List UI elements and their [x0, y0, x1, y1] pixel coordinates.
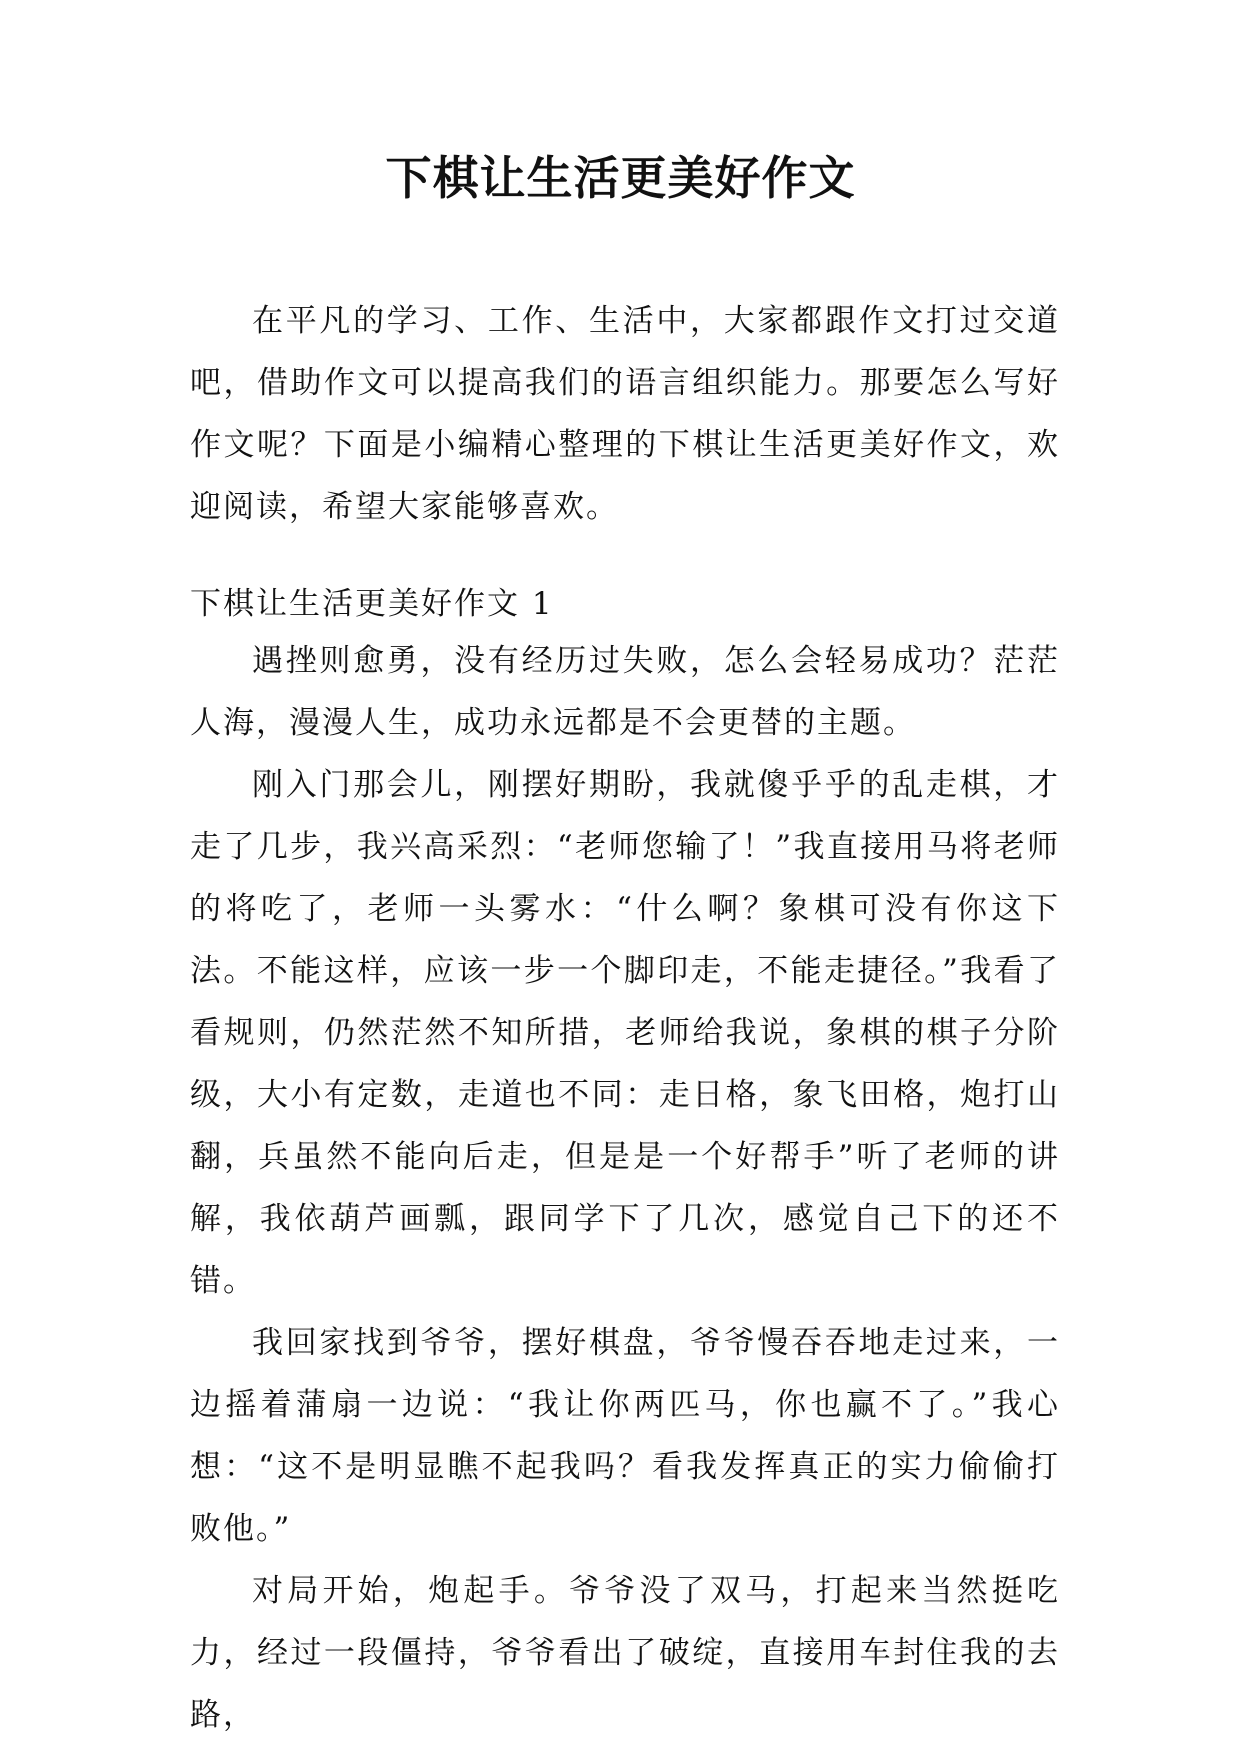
essay-body: [190, 630, 1060, 1746]
essay-paragraph: 对局开始，炮起手。爷爷没了双马，打起来当然挺吃力，经过一段僵持，爷爷看出了破绽，直接用车封住我的去路，: [190, 1573, 1060, 1733]
essay-paragraph: 遇挫则愈勇，没有经历过失败，怎么会轻易成功？茫茫人海，漫漫人生，成功永远都是不会更替的主题。: [190, 643, 1060, 741]
essay-paragraph: 我回家找到爷爷，摆好棋盘，爷爷慢吞吞地走过来，一边摇着蒲扇一边说：“我让你两匹马，你也赢不了。”我心想：“这不是明显瞧不起我吗？看我发挥真正的实力偷偷打败他。”: [190, 1325, 1060, 1547]
section-heading: 下棋让生活更美好作文 1: [190, 586, 554, 622]
document-title: 下棋让生活更美好作文: [385, 151, 856, 205]
intro-paragraph: 在平凡的学习、工作、生活中，大家都跟作文打过交道吧，借助作文可以提高我们的语言组织能力。那要怎么写好作文呢？下面是小编精心整理的下棋让生活更美好作文，欢迎阅读，希望大家能够喜欢。: [190, 303, 1060, 525]
intro-section: [190, 290, 1060, 538]
essay-paragraph: 刚入门那会儿，刚摆好期盼，我就傻乎乎的乱走棋，才走了几步，我兴高采烈：“老师您输了！”我直接用马将老师的将吃了，老师一头雾水：“什么啊？象棋可没有你这下法。不能这样，应该一步一个脚印走，不能走捷径。”我看了看规则，仍然茫然不知所措，老师给我说，象棋的棋子分阶级，大小有定数，走道也不同：走日格，象飞田格，炮打山翻，兵虽然不能向后走，但是是一个好帮手”听了老师的讲解，我依葫芦画瓢，跟同学下了几次，感觉自己下的还不错。: [190, 767, 1060, 1299]
